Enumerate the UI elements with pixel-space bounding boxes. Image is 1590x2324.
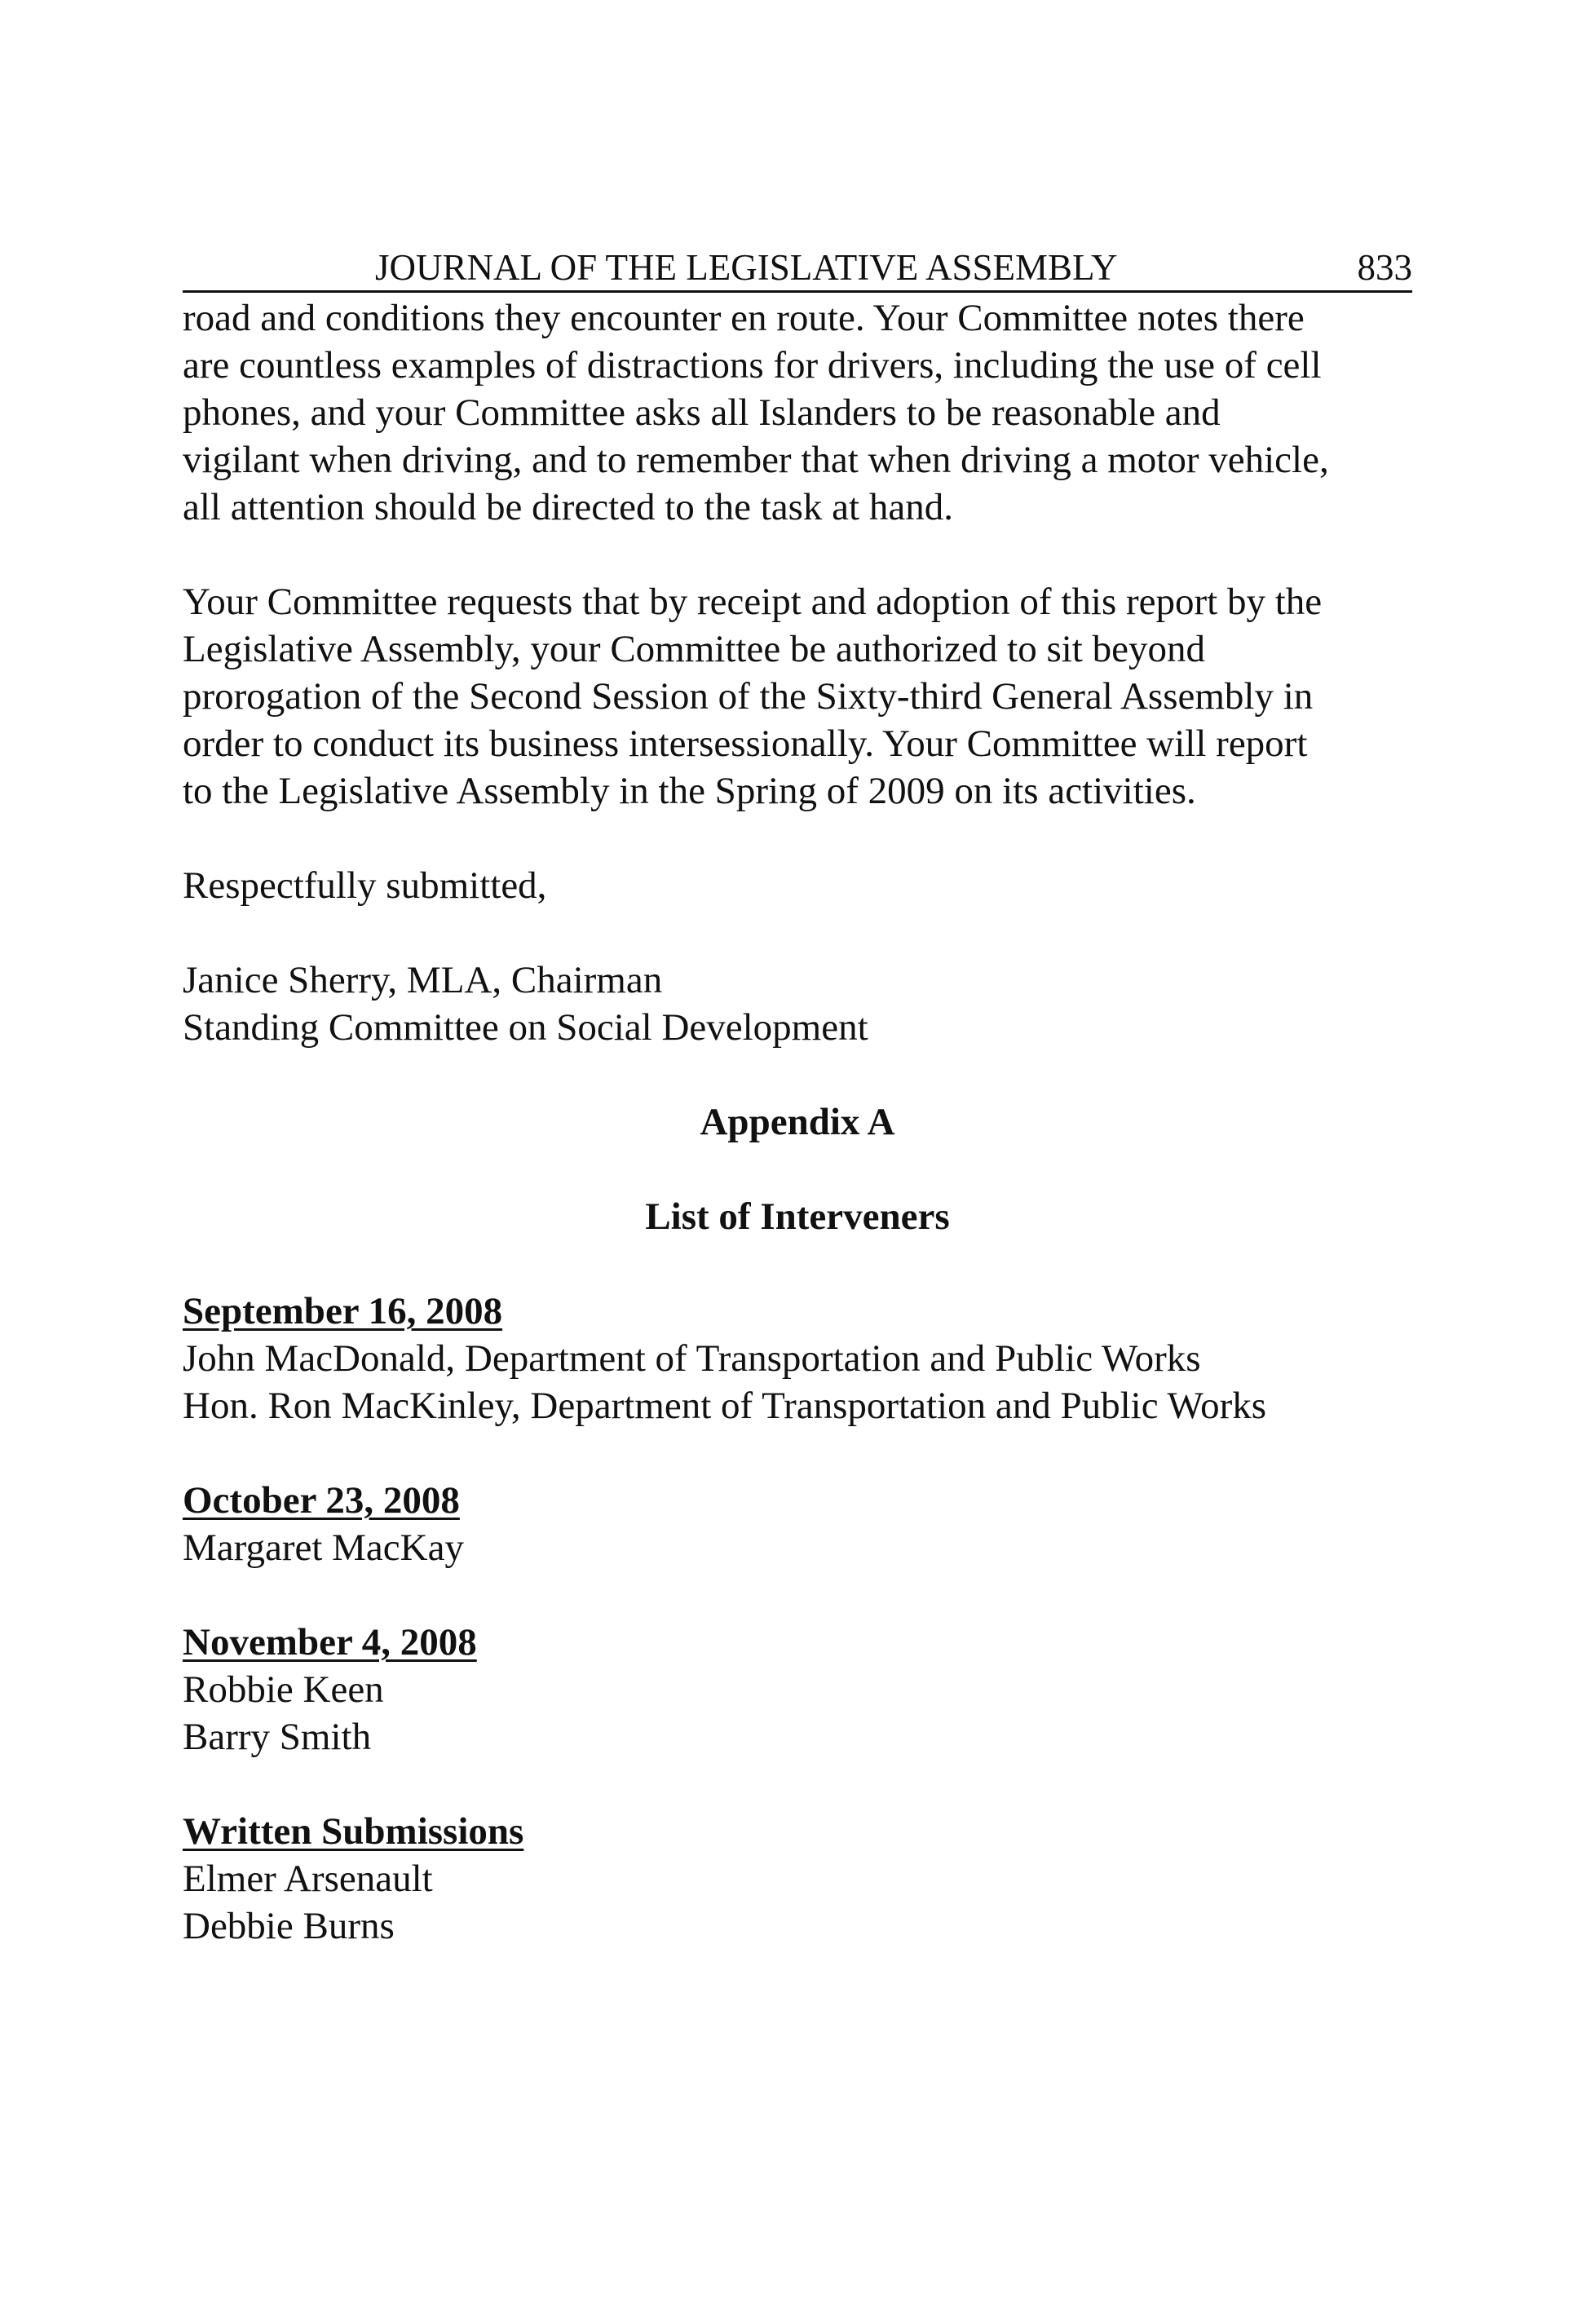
intervener-entry: Barry Smith	[183, 1716, 372, 1758]
text-line: all attention should be directed to the task at hand.	[183, 486, 953, 528]
committee-name: Standing Committee on Social Development	[183, 1006, 868, 1049]
spacer	[183, 1571, 1412, 1619]
document-body	[183, 294, 1412, 1950]
written-submissions-section	[183, 1808, 1412, 1950]
intervener-section	[183, 1477, 1412, 1571]
appendix-title: Appendix A	[700, 1101, 895, 1143]
paragraph-driver-distraction	[183, 294, 1412, 531]
text-line: prorogation of the Second Session of the Sixty-third General Assembly in	[183, 675, 1314, 718]
intervener-section	[183, 1288, 1412, 1429]
document-page	[183, 245, 1412, 1950]
section-heading: Written Submissions	[183, 1810, 524, 1853]
text-line: Your Committee requests that by receipt and adoption of this report by the	[183, 581, 1323, 623]
intervener-entry: John MacDonald, Department of Transportation and Public Works	[183, 1337, 1201, 1380]
spacer	[183, 1240, 1412, 1288]
intervener-entry: Robbie Keen	[183, 1668, 384, 1711]
text-line: are countless examples of distractions for drivers, including the use of cell	[183, 344, 1322, 387]
spacer	[183, 531, 1412, 578]
spacer	[183, 1429, 1412, 1477]
section-heading: October 23, 2008	[183, 1479, 460, 1522]
intervener-section	[183, 1619, 1412, 1761]
intervener-entry: Margaret MacKay	[183, 1527, 464, 1569]
section-heading: November 4, 2008	[183, 1621, 477, 1663]
intervener-entry: Hon. Ron MacKinley, Department of Transportation and Public Works	[183, 1385, 1267, 1427]
spacer	[183, 1761, 1412, 1808]
text-line: Legislative Assembly, your Committee be authorized to sit beyond	[183, 628, 1205, 670]
spacer	[183, 1051, 1412, 1098]
spacer	[183, 1146, 1412, 1193]
spacer	[183, 815, 1412, 862]
text-line: vigilant when driving, and to remember that when driving a motor vehicle,	[183, 439, 1329, 481]
signatory-name: Janice Sherry, MLA, Chairman	[183, 959, 663, 1001]
journal-title: JOURNAL OF THE LEGISLATIVE ASSEMBLY	[375, 247, 1118, 288]
appendix-subtitle: List of Interveners	[645, 1195, 950, 1238]
section-heading: September 16, 2008	[183, 1290, 503, 1332]
submission-entry: Elmer Arsenault	[183, 1858, 433, 1900]
text-line: order to conduct its business intersessionally. Your Committee will report	[183, 722, 1308, 765]
text-line: to the Legislative Assembly in the Spring of 2009 on its activities.	[183, 770, 1196, 812]
spacer	[183, 909, 1412, 957]
running-header	[183, 245, 1412, 293]
text-line: phones, and your Committee asks all Islanders to be reasonable and	[183, 391, 1221, 434]
text-line: road and conditions they encounter en route. Your Committee notes there	[183, 297, 1305, 339]
submission-entry: Debbie Burns	[183, 1905, 395, 1947]
paragraph-request	[183, 578, 1412, 815]
signature-block	[183, 957, 1412, 1051]
page-number: 833	[1357, 247, 1412, 288]
closing-line: Respectfully submitted,	[183, 864, 547, 907]
